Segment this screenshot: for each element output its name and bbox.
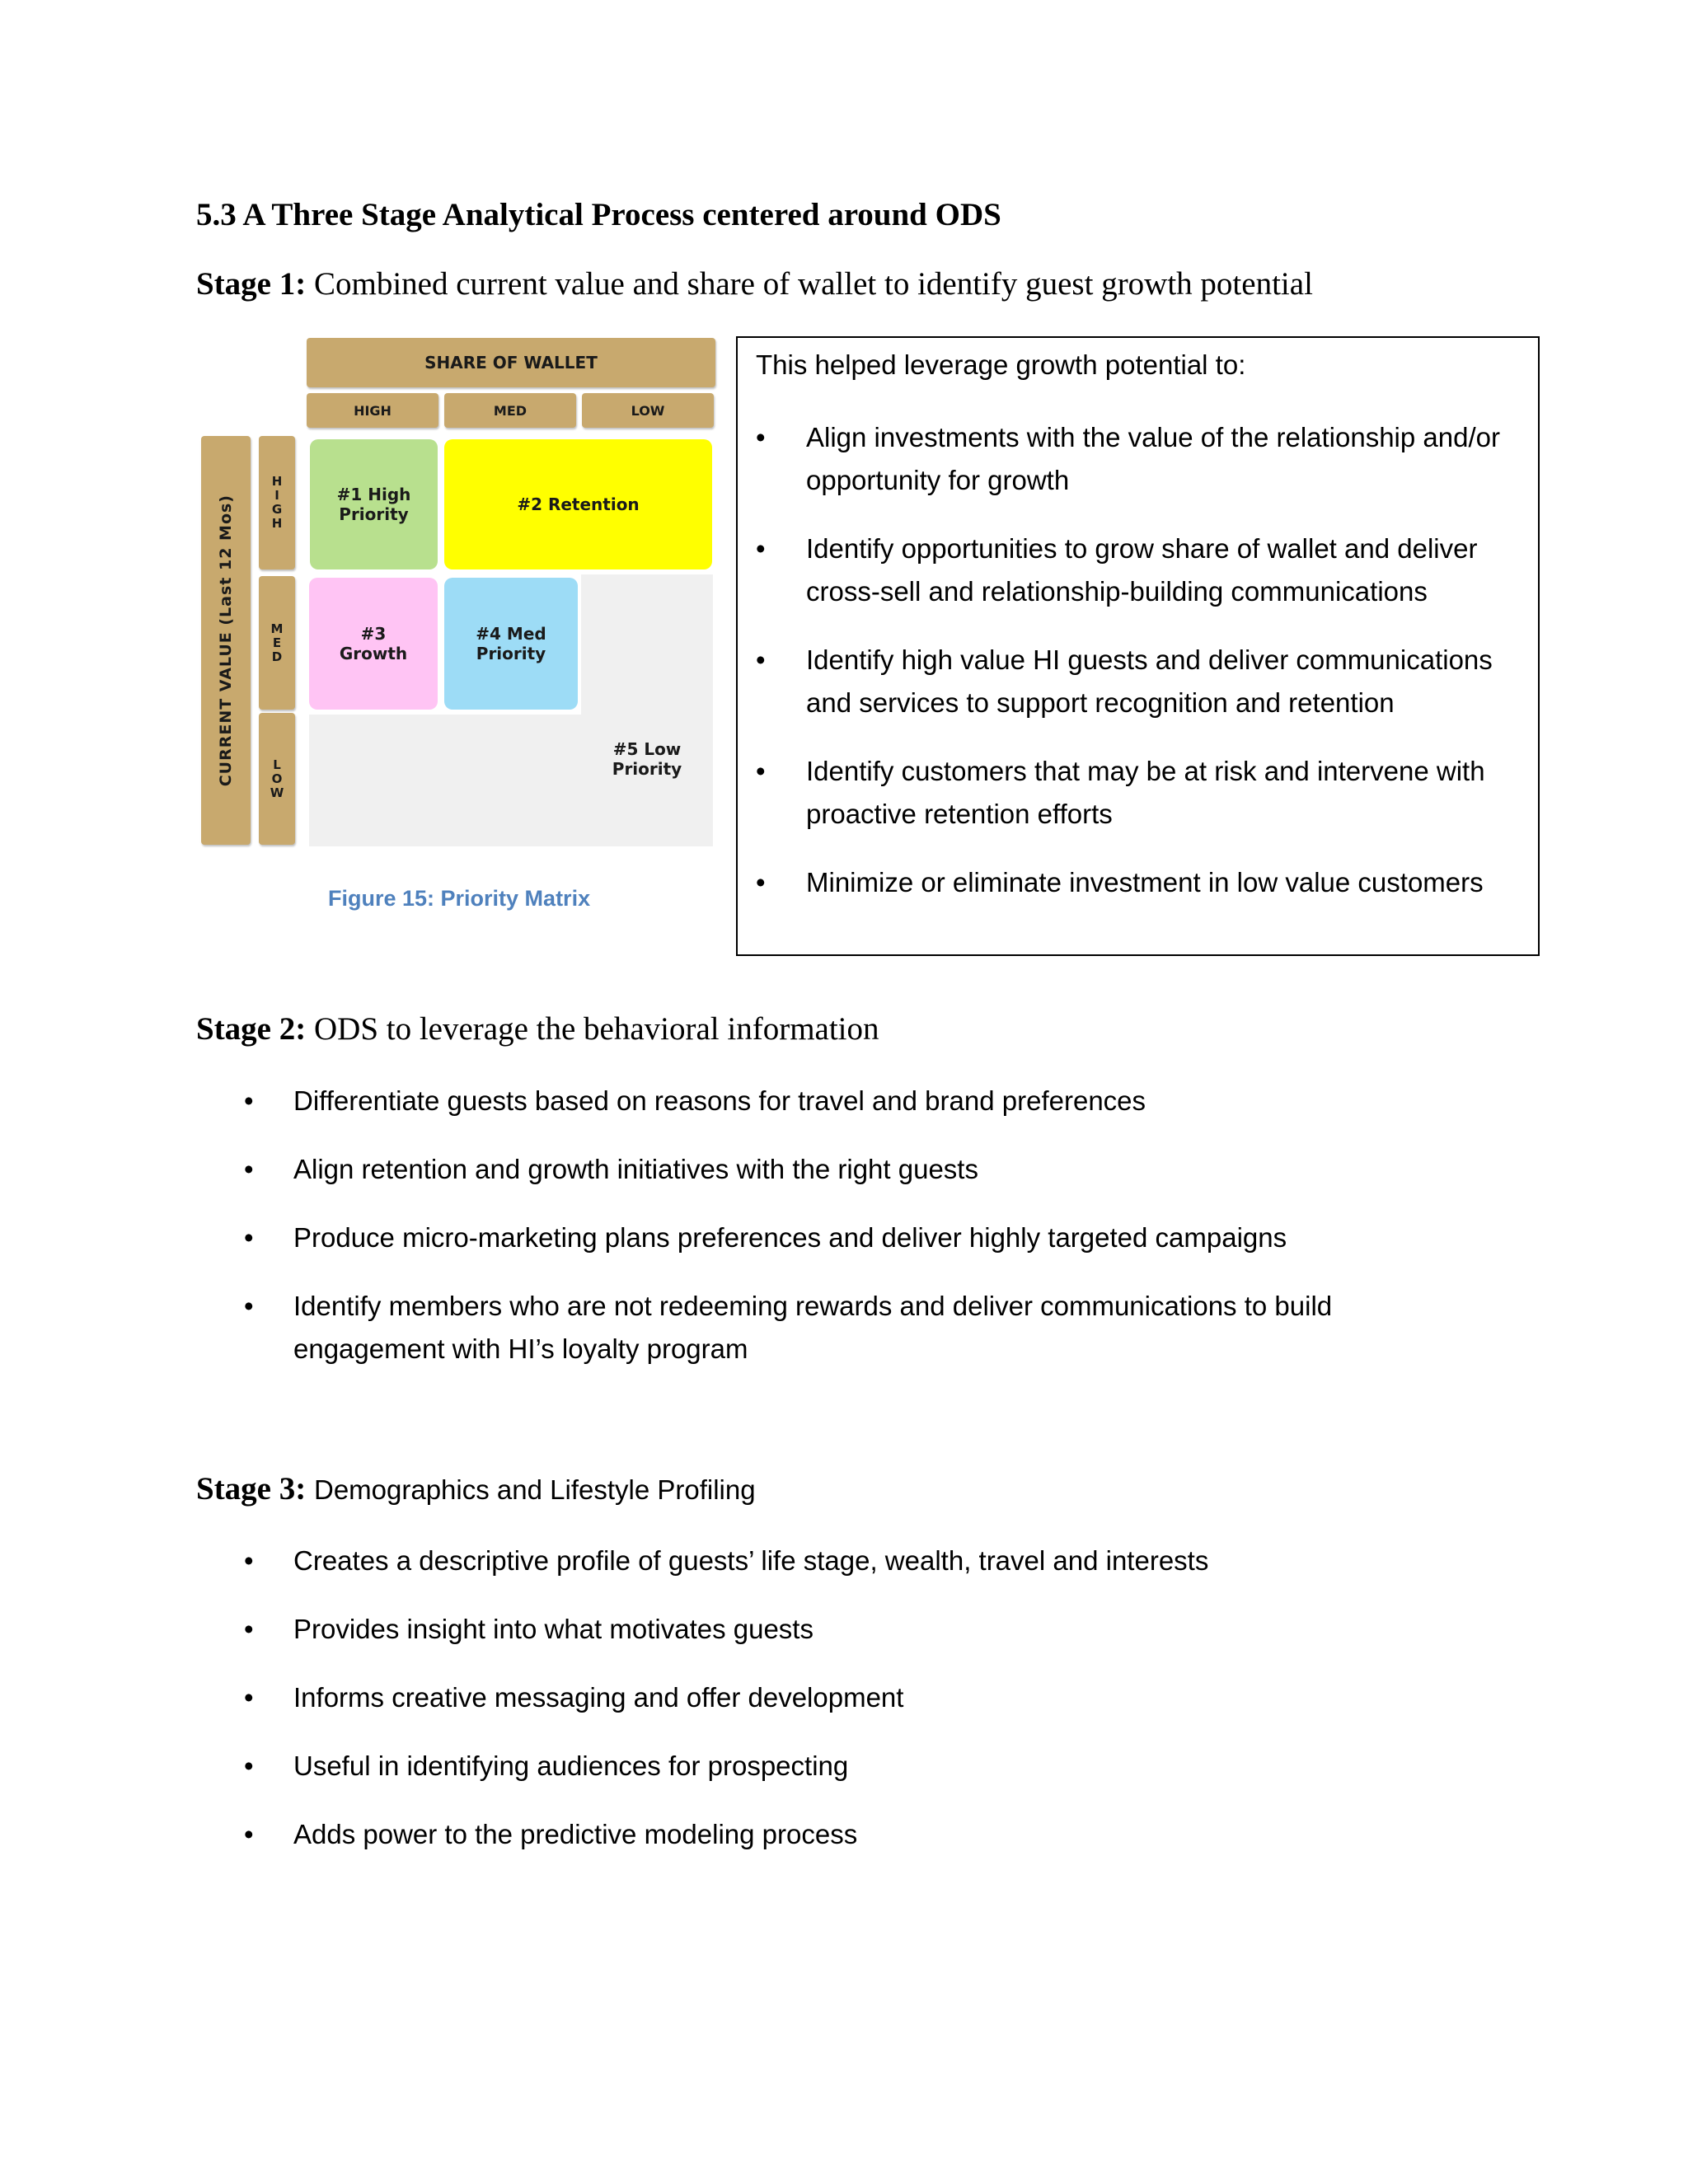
stage1-line (196, 265, 1313, 302)
cell-1-high-priority: #1 High Priority (310, 439, 438, 569)
list-item: • Identify customers that may be at risk and intervene with proactive retention efforts (738, 750, 1538, 836)
stage1-desc: Combined current value and share of wallet to identify guest growth potential (313, 266, 1313, 302)
cell-3-growth: #3 Growth (309, 578, 438, 710)
stage2-label: Stage 2: (196, 1011, 307, 1047)
list-item: • Identify high value HI guests and deliver communications and services to support recognition and retention (738, 639, 1538, 724)
list-item: • Align retention and growth initiatives with the right guests (196, 1148, 1432, 1191)
stage2-desc: ODS to leverage the behavioral information (313, 1011, 879, 1047)
col-low-header: LOW (582, 393, 714, 428)
stage3-line (196, 1470, 756, 1507)
list-item: • Identify opportunities to grow share of wallet and deliver cross-sell and relationship-building communications (738, 527, 1538, 613)
stage2-list (196, 1080, 1432, 1396)
list-item: • Provides insight into what motivates guests (196, 1608, 1432, 1651)
row-med-header: M E D (259, 576, 295, 710)
section-heading: 5.3 A Three Stage Analytical Process centered around ODS (196, 197, 1001, 232)
list-item: • Align investments with the value of the relationship and/or opportunity for growth (738, 416, 1538, 502)
col-med-header: MED (444, 393, 576, 428)
row-high-header: H I G H (259, 436, 295, 569)
row-low-header: L O W (259, 713, 295, 845)
list-item: • Useful in identifying audiences for prospecting (196, 1745, 1432, 1788)
share-of-wallet-header: SHARE OF WALLET (307, 338, 715, 387)
list-item: • Adds power to the predictive modeling process (196, 1813, 1432, 1856)
list-item: • Minimize or eliminate investment in low value customers (738, 861, 1538, 904)
growth-potential-box (736, 336, 1540, 956)
list-item: • Creates a descriptive profile of guests’ life stage, wealth, travel and interests (196, 1540, 1432, 1582)
list-item: • Differentiate guests based on reasons for travel and brand preferences (196, 1080, 1432, 1122)
stage2-line (196, 1010, 879, 1047)
cell-5-label: #5 Low Priority (612, 739, 682, 779)
stage3-desc: Demographics and Lifestyle Profiling (313, 1474, 756, 1505)
priority-matrix (198, 334, 717, 853)
figure-caption: Figure 15: Priority Matrix (328, 886, 591, 911)
list-item: • Identify members who are not redeeming rewards and deliver communications to build engagement with HI’s loyalty program (196, 1285, 1530, 1371)
stage3-label: Stage 3: (196, 1471, 307, 1507)
col-high-header: HIGH (307, 393, 438, 428)
cell-4-med-priority: #4 Med Priority (444, 578, 578, 710)
list-item: • Produce micro-marketing plans preferences and deliver highly targeted campaigns (196, 1216, 1432, 1259)
list-item: • Informs creative messaging and offer development (196, 1676, 1432, 1719)
current-value-header: CURRENT VALUE (Last 12 Mos) (201, 436, 251, 845)
stage1-label: Stage 1: (196, 266, 307, 302)
growth-list (738, 416, 1538, 930)
cell-2-retention: #2 Retention (444, 439, 712, 569)
stage3-list (196, 1540, 1432, 1882)
box-intro: This helped leverage growth potential to: (756, 349, 1246, 380)
